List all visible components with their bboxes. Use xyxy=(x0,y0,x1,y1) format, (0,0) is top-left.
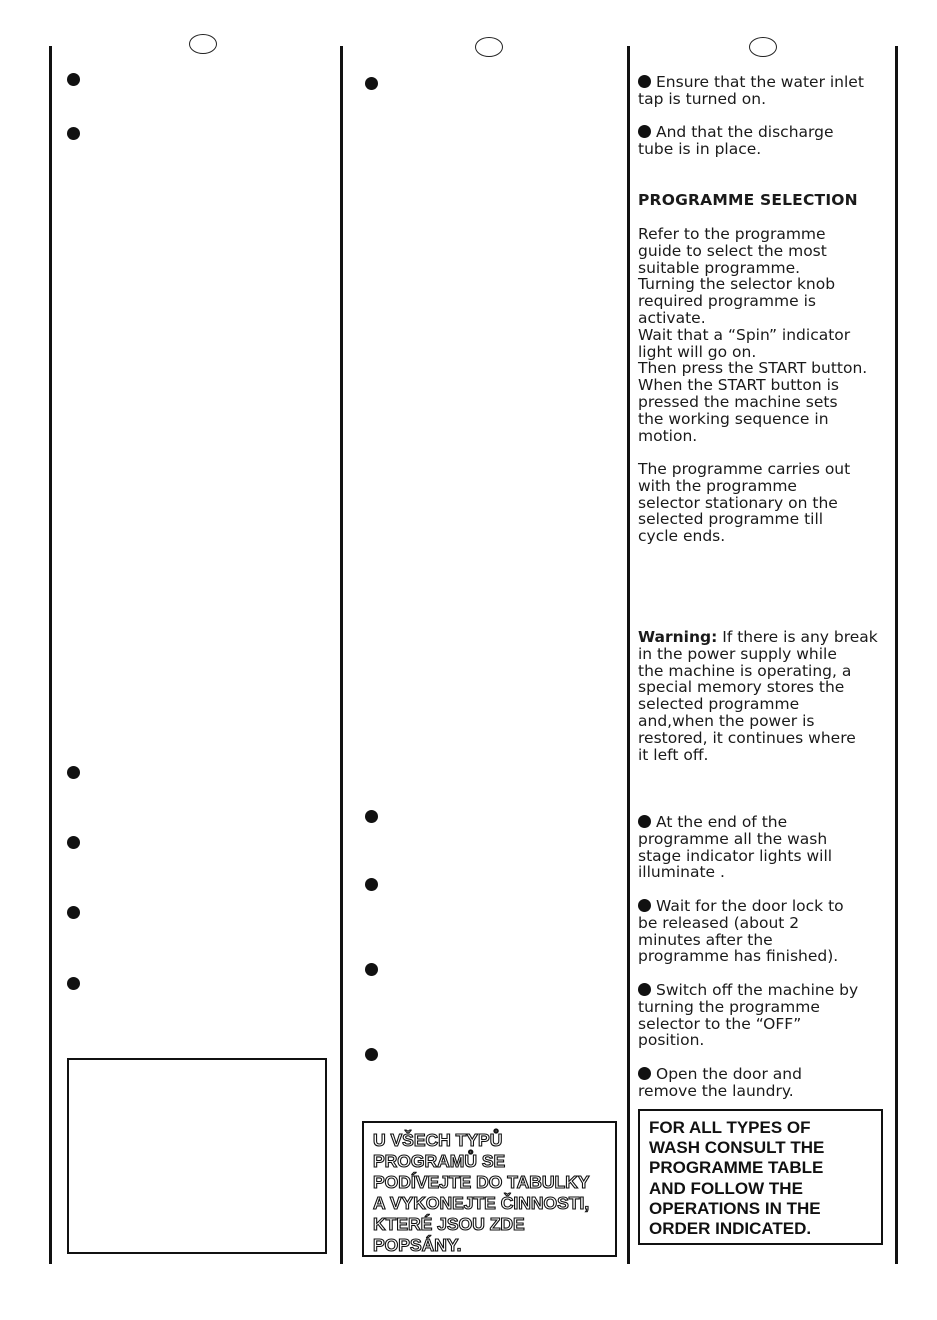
notice-text-col3: FOR ALL TYPES OF WASH CONSULT THE PROGRAMME TABLE AND FOLLOW THE OPERATIONS IN THE ORDER INDICATED. xyxy=(649,1118,825,1239)
language-marker-col1 xyxy=(189,34,217,54)
language-marker-col3 xyxy=(749,37,777,57)
column-rule-left xyxy=(49,46,52,1264)
bullet-icon xyxy=(638,899,651,912)
column-rule-mid-left xyxy=(340,46,343,1264)
bullet-icon xyxy=(67,906,80,919)
bullet-icon xyxy=(638,983,651,996)
bullet-icon xyxy=(638,1067,651,1080)
bullet-icon xyxy=(638,125,651,138)
paragraph-open-door: Open the door and remove the laundry. xyxy=(638,1065,802,1100)
notice-box-col1 xyxy=(67,1058,327,1254)
paragraph-water-inlet: Ensure that the water inlet tap is turned on. xyxy=(638,73,864,108)
column-rule-right xyxy=(895,46,898,1264)
paragraph-discharge-tube: And that the discharge tube is in place. xyxy=(638,123,834,158)
section-heading: PROGRAMME SELECTION xyxy=(638,191,858,209)
bullet-icon xyxy=(638,75,651,88)
language-marker-col2 xyxy=(475,37,503,57)
paragraph-programme-carries-out: The programme carries out with the programme selector stationary on the selected programme till cycle ends. xyxy=(638,460,851,546)
bullet-icon xyxy=(365,77,378,90)
bullet-icon xyxy=(67,977,80,990)
bullet-icon xyxy=(67,73,80,86)
bullet-icon xyxy=(67,836,80,849)
paragraph-switch-off: Switch off the machine by turning the programme selector to the “OFF” position. xyxy=(638,981,859,1050)
notice-text-col2: U VŠECH TYPŮ PROGRAMŮ SE PODÍVEJTE DO TABULKY A VYKONEJTE ČINNOSTI, KTERÉ JSOU ZDE POPSÁNY. xyxy=(373,1130,590,1255)
bullet-icon xyxy=(67,766,80,779)
paragraph-end-of-programme: At the end of the programme all the wash stage indicator lights will illuminate . xyxy=(638,813,833,882)
warning-label: Warning: xyxy=(638,628,718,646)
bullet-icon xyxy=(638,815,651,828)
paragraph-door-lock: Wait for the door lock to be released (about 2 minutes after the programme has finished). xyxy=(638,897,844,966)
column-rule-mid-right xyxy=(627,46,630,1264)
bullet-icon xyxy=(365,810,378,823)
paragraph-programme-guide: Refer to the programme guide to select the most suitable programme. Turning the selector knob required programme is activate. Wait that a “Spin” indicator light will go on. Then press the START button. When the START button is pressed the machine sets the working sequence in motion. xyxy=(638,225,868,445)
paragraph-warning: Warning: If there is any break in the power supply while the machine is operating, a special memory stores the selected programme and,when the power is restored, it continues where it left off. xyxy=(638,628,878,764)
bullet-icon xyxy=(365,878,378,891)
bullet-icon xyxy=(67,127,80,140)
bullet-icon xyxy=(365,963,378,976)
bullet-icon xyxy=(365,1048,378,1061)
